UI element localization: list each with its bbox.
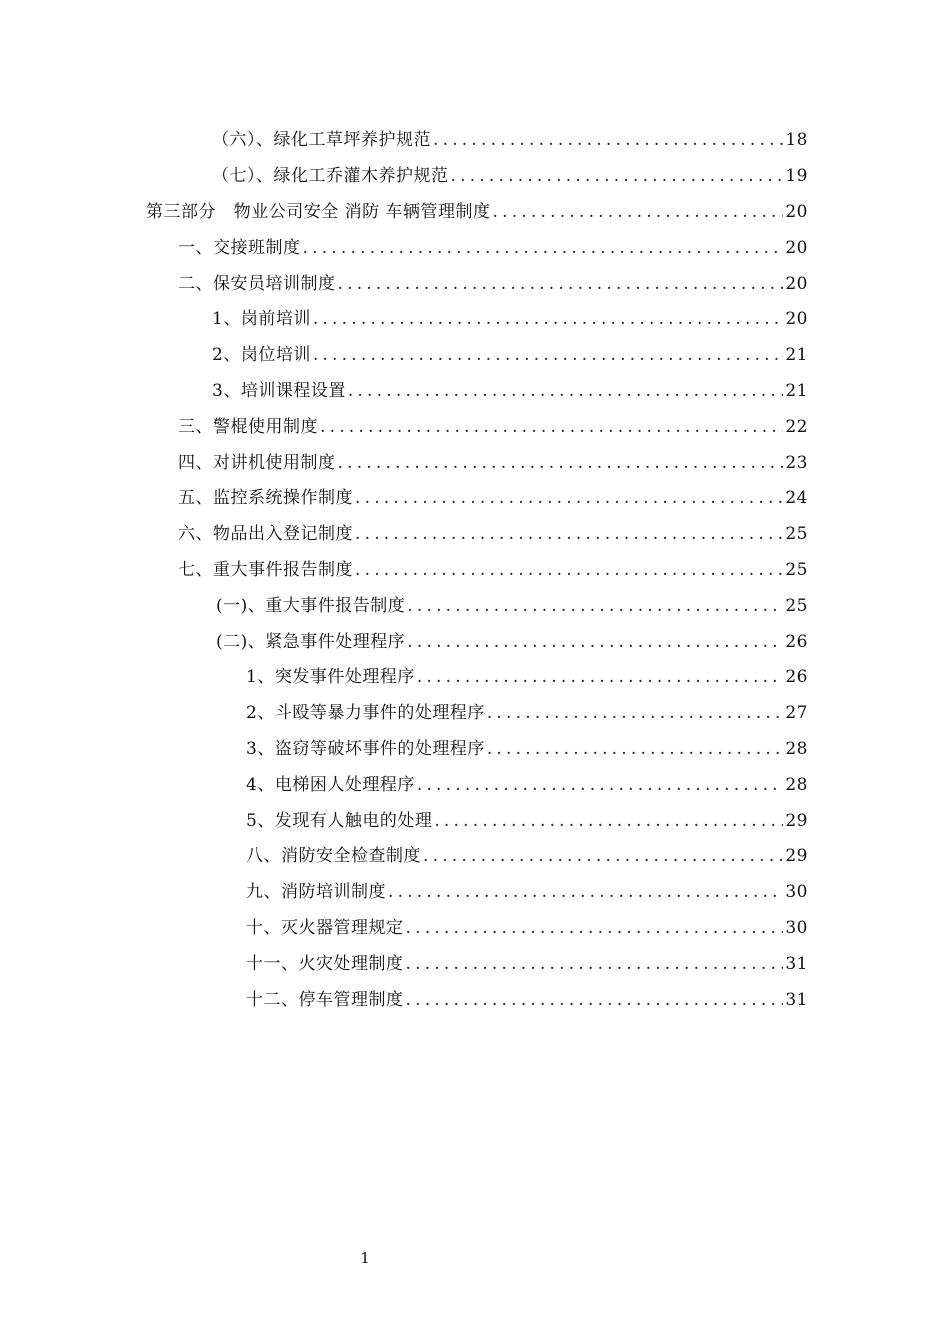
toc-entry[interactable]: [0, 908, 950, 944]
toc-entry-page: 21: [785, 380, 808, 401]
dot-leader: [406, 918, 784, 938]
toc-entry-label: 三、警棍使用制度: [178, 416, 318, 437]
toc-entry-page: 28: [785, 774, 808, 795]
dot-leader: [493, 202, 784, 222]
toc-entry-page: 29: [785, 810, 808, 831]
dot-leader: [355, 560, 783, 580]
dot-leader: [487, 739, 784, 759]
toc-entry-label: 七、重大事件报告制度: [178, 559, 353, 580]
toc-entry-page: 31: [785, 953, 808, 974]
toc-entry[interactable]: [0, 263, 950, 299]
toc-entry[interactable]: [0, 585, 950, 621]
toc-entry-page: 21: [785, 345, 808, 366]
toc-entry[interactable]: [0, 371, 950, 407]
toc-entry-page: 20: [785, 237, 808, 258]
toc-entry-page: 22: [785, 416, 808, 437]
dot-leader: [338, 453, 784, 473]
toc-entry[interactable]: [0, 299, 950, 335]
dot-leader: [313, 345, 784, 365]
toc-entry[interactable]: [0, 156, 950, 192]
toc-entry[interactable]: [0, 120, 950, 156]
toc-entry-label: 2、斗殴等暴力事件的处理程序: [246, 703, 485, 724]
dot-leader: [355, 524, 783, 544]
toc-entry-label: 十、灭火器管理规定: [246, 917, 404, 938]
dot-leader: [313, 309, 784, 329]
dot-leader: [406, 954, 784, 974]
dot-leader: [451, 166, 784, 186]
toc-entry[interactable]: [0, 514, 950, 550]
toc-entry-label: 1、岗前培训: [212, 309, 311, 330]
dot-leader: [320, 417, 783, 437]
toc-entry-label: 5、发现有人触电的处理: [246, 810, 433, 831]
dot-leader: [433, 130, 783, 150]
page-number: 1: [360, 1249, 370, 1267]
toc-entry-page: 20: [785, 201, 808, 222]
toc-entry-page: 26: [785, 667, 808, 688]
toc-entry-page: 18: [785, 130, 808, 151]
toc-entry-page: 30: [785, 882, 808, 903]
dot-leader: [338, 274, 784, 294]
dot-leader: [423, 846, 783, 866]
dot-leader: [388, 882, 783, 902]
toc-entry-label: 第三部分 物业公司安全 消防 车辆管理制度: [146, 201, 491, 222]
toc-entry-label: 八、消防安全检查制度: [246, 846, 421, 867]
toc-entry-label: 六、物品出入登记制度: [178, 524, 353, 545]
toc-entry[interactable]: [0, 335, 950, 371]
toc-entry-label: 五、监控系统操作制度: [178, 488, 353, 509]
toc-entry[interactable]: [0, 478, 950, 514]
toc-entry[interactable]: [0, 657, 950, 693]
table-of-contents: [0, 120, 950, 1015]
toc-entry-page: 20: [785, 273, 808, 294]
toc-entry-page: 25: [785, 524, 808, 545]
toc-entry-label: 九、消防培训制度: [246, 882, 386, 903]
toc-entry-label: 1、突发事件处理程序: [246, 667, 415, 688]
toc-entry-page: 29: [785, 846, 808, 867]
toc-entry[interactable]: [0, 836, 950, 872]
toc-entry-page: 26: [785, 631, 808, 652]
toc-entry-label: （六）、绿化工草坪养护规范: [212, 130, 431, 151]
toc-entry[interactable]: [0, 800, 950, 836]
toc-entry[interactable]: [0, 872, 950, 908]
dot-leader: [355, 488, 783, 508]
toc-entry[interactable]: [0, 192, 950, 228]
toc-entry[interactable]: [0, 621, 950, 657]
dot-leader: [417, 667, 784, 687]
dot-leader: [407, 632, 783, 652]
dot-leader: [487, 703, 784, 723]
toc-entry-label: 四、对讲机使用制度: [178, 452, 336, 473]
toc-entry[interactable]: [0, 442, 950, 478]
toc-entry[interactable]: [0, 764, 950, 800]
toc-entry[interactable]: [0, 406, 950, 442]
toc-entry-label: 4、电梯困人处理程序: [246, 774, 415, 795]
toc-entry-page: 20: [785, 309, 808, 330]
dot-leader: [434, 811, 783, 831]
dot-leader: [348, 381, 784, 401]
toc-entry-page: 25: [785, 559, 808, 580]
toc-entry-label: 3、盗窃等破坏事件的处理程序: [246, 738, 485, 759]
dot-leader: [303, 238, 784, 258]
toc-entry-label: 一、交接班制度: [178, 237, 301, 258]
toc-entry-page: 25: [785, 595, 808, 616]
toc-entry-label: 二、保安员培训制度: [178, 273, 336, 294]
toc-entry[interactable]: [0, 227, 950, 263]
toc-entry[interactable]: [0, 729, 950, 765]
toc-entry-page: 24: [785, 488, 808, 509]
toc-entry-label: （七）、绿化工乔灌木养护规范: [212, 166, 449, 187]
toc-entry-label: (一)、重大事件报告制度: [216, 595, 406, 616]
toc-entry-label: 十一、火灾处理制度: [246, 953, 404, 974]
toc-entry-page: 27: [785, 703, 808, 724]
toc-entry-page: 23: [785, 452, 808, 473]
toc-entry[interactable]: [0, 979, 950, 1015]
dot-leader: [417, 775, 784, 795]
toc-entry[interactable]: [0, 943, 950, 979]
dot-leader: [406, 990, 784, 1010]
toc-entry-label: 十二、停车管理制度: [246, 989, 404, 1010]
toc-entry-label: (二)、紧急事件处理程序: [216, 631, 406, 652]
toc-entry-page: 19: [785, 166, 808, 187]
toc-entry-page: 30: [785, 917, 808, 938]
toc-entry[interactable]: [0, 550, 950, 586]
toc-entry-page: 31: [785, 989, 808, 1010]
toc-entry-label: 3、培训课程设置: [212, 380, 346, 401]
toc-entry-label: 2、岗位培训: [212, 345, 311, 366]
toc-entry-page: 28: [785, 738, 808, 759]
toc-entry[interactable]: [0, 693, 950, 729]
dot-leader: [407, 596, 783, 616]
